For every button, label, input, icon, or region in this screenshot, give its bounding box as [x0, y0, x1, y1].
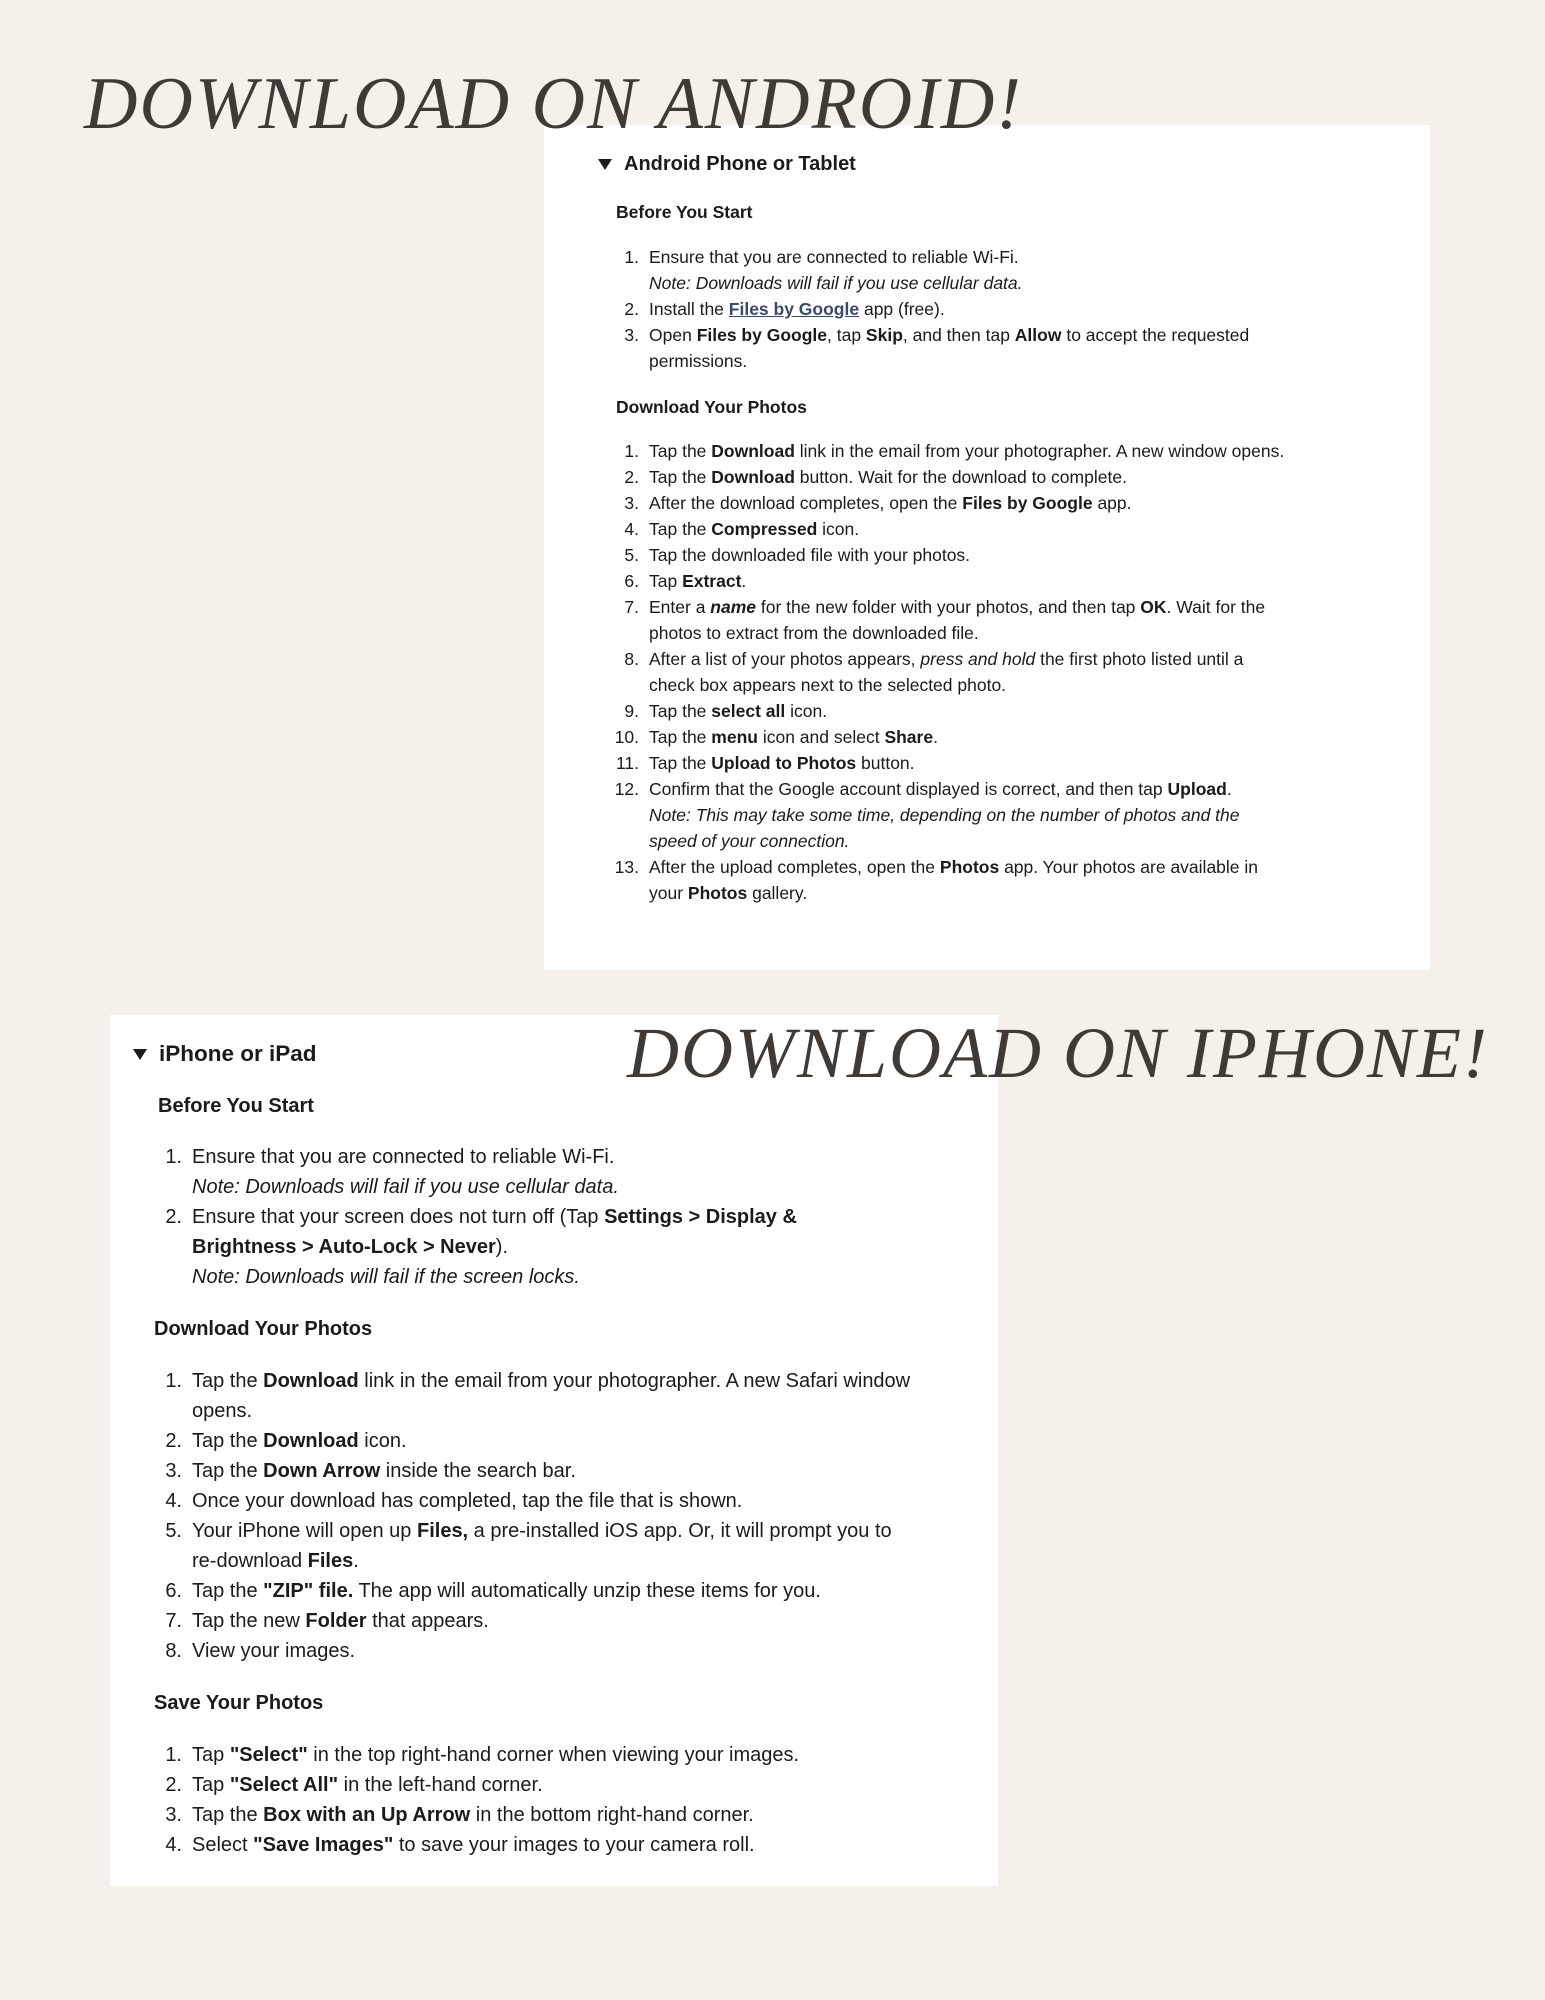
list-item: 9. Tap the select all icon.: [624, 701, 828, 721]
list-item: 2. Install the Files by Google app (free).: [624, 299, 945, 319]
before-you-start-heading: Before You Start: [158, 1095, 314, 1117]
list-item: 8. After a list of your photos appears, press and hold the first photo listed until a check box appears next to the selected photo.: [624, 649, 1244, 695]
list-item: 2. Tap "Select All" in the left-hand corner.: [165, 1774, 543, 1796]
disclosure-triangle-icon: [133, 1049, 147, 1060]
list-item: 1. Tap "Select" in the top right-hand corner when viewing your images.: [165, 1744, 800, 1766]
list-item: 1. Tap the Download link in the email from your photographer. A new Safari window opens.: [165, 1370, 911, 1422]
iphone-section-toggle[interactable]: [133, 1041, 317, 1067]
files-by-google-link[interactable]: Files by Google: [728, 299, 860, 319]
list-item: 3. After the download completes, open the Files by Google app.: [624, 493, 1132, 513]
android-instructions-panel: [544, 125, 1430, 970]
list-item: 1. Ensure that you are connected to reliable Wi-Fi. Note: Downloads will fail if you use cellular data.: [649, 244, 1289, 296]
iphone-instructions-panel: [110, 1015, 998, 1886]
iphone-save-steps: [165, 1740, 912, 1860]
android-section-title: Android Phone or Tablet: [624, 153, 856, 175]
download-your-photos-heading: Download Your Photos: [154, 1318, 373, 1340]
android-section-toggle[interactable]: [598, 153, 856, 176]
list-item: 3. Open Files by Google, tap Skip, and then tap Allow to accept the requested permissions.: [624, 325, 1250, 371]
android-before-steps: [624, 244, 1289, 374]
iphone-download-steps: [165, 1366, 912, 1666]
download-your-photos-heading: Download Your Photos: [616, 397, 807, 417]
list-item: 4. Tap the Compressed icon.: [624, 519, 860, 539]
list-item: 6. Tap the "ZIP" file. The app will automatically unzip these items for you.: [165, 1580, 821, 1602]
list-item: 3. Tap the Down Arrow inside the search bar.: [165, 1460, 576, 1482]
note-text: Note: Downloads will fail if the screen locks.: [192, 1266, 580, 1288]
iphone-section-title: iPhone or iPad: [159, 1041, 317, 1066]
list-item: 3. Tap the Box with an Up Arrow in the bottom right-hand corner.: [165, 1804, 754, 1826]
list-item: 2. Ensure that your screen does not turn off (Tap Settings > Display & Brightness > Auto-Lock > Never). Note: Downloads will fail if the screen locks.: [192, 1202, 832, 1292]
iphone-before-steps: [165, 1142, 832, 1292]
android-title: DOWNLOAD ON ANDROID!: [84, 63, 1023, 145]
before-you-start-heading: Before You Start: [616, 202, 753, 222]
save-your-photos-heading: Save Your Photos: [154, 1692, 324, 1714]
list-item: 10. Tap the menu icon and select Share.: [614, 727, 938, 747]
list-item: 8. View your images.: [165, 1640, 356, 1662]
list-item: 13. After the upload completes, open the Photos app. Your photos are available in your Photos gallery.: [614, 857, 1259, 903]
list-item: 2. Tap the Download icon.: [165, 1430, 407, 1452]
list-item: 6. Tap Extract.: [624, 571, 747, 591]
list-item: 1. Ensure that you are connected to reliable Wi-Fi. Note: Downloads will fail if you use cellular data.: [192, 1142, 832, 1202]
list-item: 5. Your iPhone will open up Files, a pre-installed iOS app. Or, it will prompt you to re-download Files.: [165, 1520, 892, 1572]
note-text: Note: Downloads will fail if you use cellular data.: [192, 1176, 619, 1198]
list-item: 7. Enter a name for the new folder with your photos, and then tap OK. Wait for the photos to extract from the downloaded file.: [624, 597, 1266, 643]
list-item: 7. Tap the new Folder that appears.: [165, 1610, 489, 1632]
disclosure-triangle-icon: [598, 159, 612, 170]
iphone-title: DOWNLOAD ON IPHONE!: [627, 1013, 1489, 1093]
list-item: 4. Once your download has completed, tap the file that is shown.: [165, 1490, 743, 1512]
list-item: 4. Select "Save Images" to save your images to your camera roll.: [165, 1834, 755, 1856]
list-item: 12. Confirm that the Google account displayed is correct, and then tap Upload. Note: This may take some time, depending on the number of photos and the speed of your connection.: [649, 776, 1289, 854]
list-item: 1. Tap the Download link in the email from your photographer. A new window opens.: [624, 441, 1285, 461]
list-item: 2. Tap the Download button. Wait for the download to complete.: [624, 467, 1127, 487]
android-download-steps: [614, 438, 1289, 906]
list-item: 11. Tap the Upload to Photos button.: [615, 753, 915, 773]
note-text: Note: Downloads will fail if you use cellular data.: [649, 273, 1023, 293]
list-item: 5. Tap the downloaded file with your photos.: [624, 545, 971, 565]
note-text: Note: This may take some time, depending on the number of photos and the speed of your connection.: [649, 805, 1240, 851]
